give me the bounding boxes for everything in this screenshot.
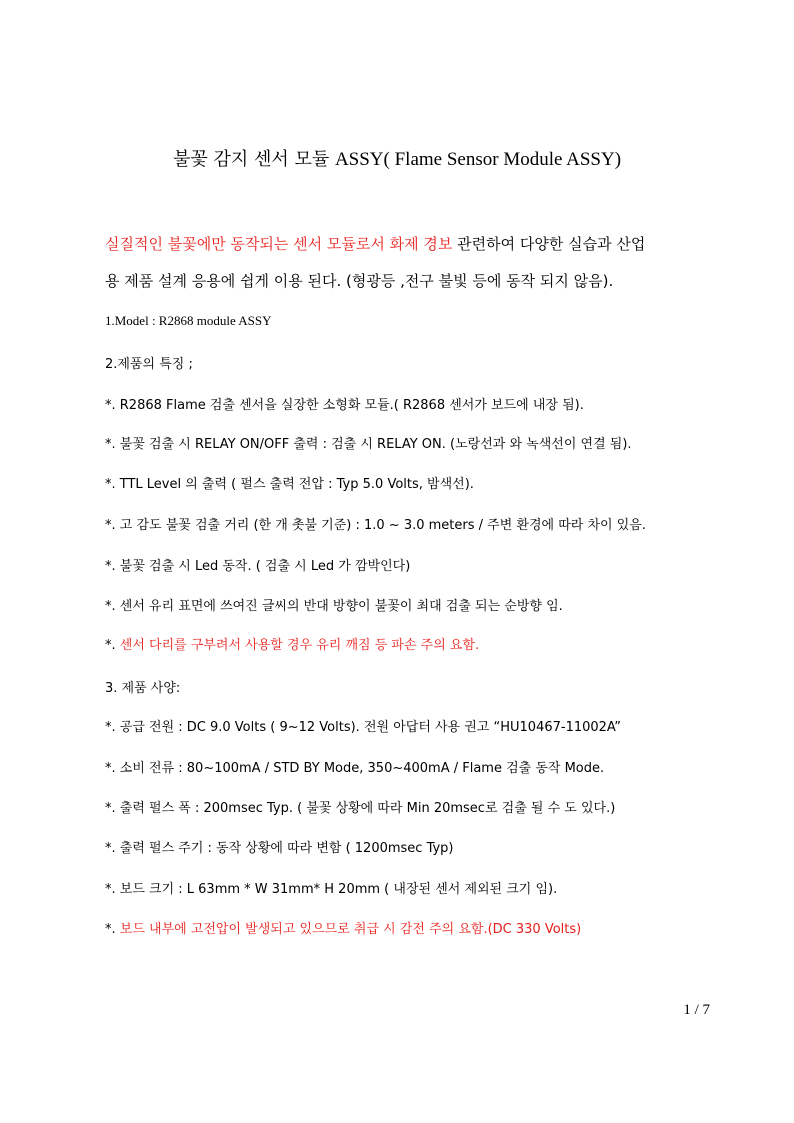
warning-text: 보드 내부에 고전압이 발생되고 있으므로 취급 시 감전 주의 요함.(DC 330 Volts) [119,922,582,937]
page-title [0,145,794,171]
spec-item: *. 출력 펄스 주기 : 동작 상황에 따라 변함 ( 1200msec Typ) [105,841,454,856]
feature-item: *. TTL Level 의 출력 ( 펄스 출력 전압 : Typ 5.0 Volts, 밤색선). [105,477,474,492]
intro-highlight: 실질적인 불꽃에만 동작되는 센서 모듈로서 화제 경보 [105,235,453,253]
feature-item: *. 고 감도 불꽃 검출 거리 (한 개 촛불 기준) : 1.0 ~ 3.0 meters / 주변 환경에 따라 차이 있음. [105,518,646,533]
title-english: ASSY( Flame Sensor Module ASSY) [334,149,622,170]
features-warning [105,634,479,653]
intro-line-1 [105,233,645,254]
spec-item: *. 보드 크기 : L 63mm * W 31mm* H 20mm ( 내장된 센서 제외된 크기 임). [105,882,558,897]
title-korean: 불꽃 감지 센서 모듈 [172,149,335,170]
spec-item: *. 공급 전원 : DC 9.0 Volts ( 9~12 Volts). 전원 아답터 사용 권고 “HU10467-11002A” [105,720,621,735]
model-line: 1.Model : R2868 module ASSY [105,313,272,328]
feature-item: *. R2868 Flame 검출 센서을 실장한 소형화 모듈.( R2868 센서가 보드에 내장 됨). [105,398,584,413]
warning-text: 센서 다리를 구부려서 사용할 경우 유리 깨짐 등 파손 주의 요함. [119,638,480,653]
specs-heading: 3. 제품 사양: [105,681,181,696]
intro-line-2: 용 제품 설계 응용에 쉽게 이용 된다. (형광등 ,전구 불빛 등에 동작 되지 않음). [105,272,614,290]
intro-continuation: 관련하여 다양한 실습과 산업 [452,235,646,253]
page-number: 1 / 7 [683,1002,710,1018]
feature-item: *. 센서 유리 표면에 쓰여진 글씨의 반대 방향이 불꽃이 최대 검출 되는 순방향 임. [105,599,563,614]
spec-item: *. 출력 펄스 폭 : 200msec Typ. ( 불꽃 상황에 따라 Min 20msec로 검출 될 수 도 있다.) [105,801,616,816]
feature-item: *. 불꽃 검출 시 RELAY ON/OFF 출력 : 검출 시 RELAY ON. (노랑선과 와 녹색선이 연결 됨). [105,437,632,452]
feature-item: *. 불꽃 검출 시 Led 동작. ( 검출 시 Led 가 깜박인다) [105,559,411,574]
spec-item: *. 소비 전류 : 80~100mA / STD BY Mode, 350~400mA / Flame 검출 동작 Mode. [105,761,605,776]
features-heading: 2.제품의 특징 ; [105,357,193,372]
warning-bullet: *. [105,922,120,937]
warning-bullet: *. [105,638,120,653]
specs-warning [105,918,581,937]
